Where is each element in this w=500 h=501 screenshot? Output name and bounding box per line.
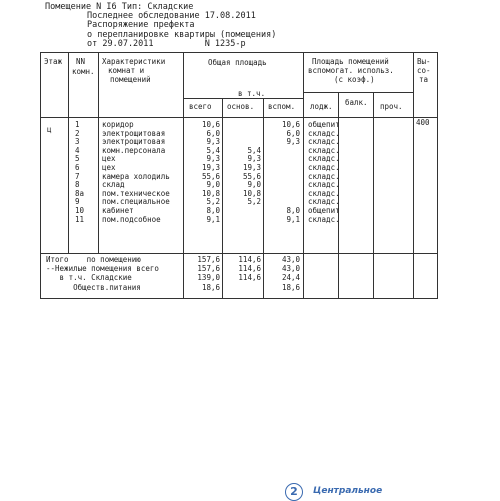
room-area-total: 5,4: [206, 145, 220, 155]
room-area-total: 10,6: [201, 120, 220, 129]
room-number: 8а: [75, 188, 85, 198]
room-area-main: 10,8: [242, 188, 261, 198]
room-description: пом.специальное: [102, 197, 170, 207]
room-number: 6: [75, 163, 80, 172]
col-height-header-1: Вы-: [417, 57, 431, 66]
room-purpose: складс.: [308, 197, 340, 207]
col-aux-header-1: Площадь помещений: [312, 57, 389, 66]
room-purpose: общепит: [308, 206, 340, 215]
room-purpose: складс.: [308, 145, 340, 155]
total-aux: 43,0: [281, 255, 300, 264]
col-aux-header-2: вспомогат. использ.: [308, 66, 394, 75]
room-area-aux: 6,0: [286, 128, 300, 138]
room-description: кабинет: [102, 206, 134, 215]
col-desc-header-2: комнат и: [108, 66, 145, 75]
total-main: 114,6: [238, 264, 261, 274]
room-purpose: складс.: [308, 154, 340, 164]
room-description: цех: [102, 163, 116, 172]
col-nn-header-2: комн.: [72, 67, 95, 76]
col-nn-header: NN: [76, 57, 86, 66]
room-number: 3: [75, 137, 80, 147]
col-aux-header-3: (с коэф.): [334, 75, 375, 84]
room-area-total: 9,1: [206, 214, 220, 224]
room-number: 8: [75, 180, 80, 190]
room-area-aux: 8,0: [286, 206, 300, 215]
col-total-area-header: Общая площадь: [208, 58, 267, 67]
col-vsego-header: всего: [189, 102, 212, 111]
room-area-total: 5,2: [206, 197, 220, 207]
room-purpose: общепит: [308, 120, 340, 129]
room-area-total: 8,0: [206, 206, 220, 215]
room-area-main: 9,3: [247, 154, 261, 164]
room-number: 7: [75, 171, 80, 181]
total-label: Обществ.питания: [46, 282, 141, 292]
room-number: 5: [75, 154, 80, 164]
col-floor-header: Этаж: [44, 57, 63, 66]
room-description: коридор: [102, 120, 134, 129]
total-area: 157,6: [197, 264, 220, 274]
total-area: 157,6: [197, 255, 220, 264]
room-area-total: 55,6: [201, 171, 220, 181]
room-area-aux: 9,1: [286, 214, 300, 224]
room-area-main: 5,4: [247, 145, 261, 155]
room-purpose: складс.: [308, 163, 340, 172]
total-aux: 24,4: [281, 273, 300, 283]
room-purpose: складс.: [308, 171, 340, 181]
header-line-1: Помещение N I6 Тип: Складские: [45, 2, 194, 12]
height-value: 400: [416, 118, 430, 127]
room-description: комн.персонала: [102, 145, 166, 155]
room-number: 4: [75, 145, 80, 155]
col-vspom-header: вспом.: [268, 102, 296, 111]
room-area-main: 5,2: [247, 197, 261, 207]
room-area-total: 10,8: [201, 188, 220, 198]
room-description: электрощитовая: [102, 137, 166, 147]
floor-value: ц: [47, 125, 52, 134]
col-balk-header: балк.: [345, 98, 368, 107]
room-description: склад: [102, 180, 125, 190]
room-purpose: складс.: [308, 214, 340, 224]
room-area-total: 9,3: [206, 154, 220, 164]
total-aux: 43,0: [281, 264, 300, 274]
col-lodzh-header: лодж.: [310, 102, 333, 111]
room-area-aux: 9,3: [286, 137, 300, 147]
total-label: --Нежилые помещения всего: [46, 264, 159, 274]
total-main: 114,6: [238, 255, 261, 264]
total-label: Итого по помещению: [46, 255, 141, 264]
room-description: цех: [102, 154, 116, 164]
room-area-main: 9,0: [247, 180, 261, 190]
room-description: электрощитовая: [102, 128, 166, 138]
room-area-total: 19,3: [201, 163, 220, 172]
room-area-aux: 10,6: [281, 120, 300, 129]
header-line-3: Распоряжение префекта: [87, 20, 195, 30]
room-description: камера холодиль: [102, 171, 170, 181]
room-number: 11: [75, 214, 85, 224]
total-aux: 18,6: [281, 282, 300, 292]
col-osnov-header: основ.: [227, 102, 255, 111]
stamp-logo: [285, 483, 445, 500]
header-line-2: Последнее обследование 17.08.2011: [87, 11, 256, 21]
room-purpose: складс.: [308, 128, 340, 138]
room-description: пом.техническое: [102, 188, 170, 198]
stamp-symbol: 2: [285, 483, 303, 501]
stamp-text: Центральное: [313, 486, 383, 496]
room-purpose: складс.: [308, 188, 340, 198]
col-height-header-2: со-: [417, 66, 431, 75]
room-number: 10: [75, 206, 85, 215]
total-label: в т.ч. Складские: [46, 273, 132, 283]
col-proch-header: проч.: [380, 102, 403, 111]
room-area-main: 19,3: [242, 163, 261, 172]
room-number: 9: [75, 197, 80, 207]
total-area: 18,6: [201, 282, 220, 292]
room-description: пом.подсобное: [102, 214, 161, 224]
header-line-5: от 29.07.2011 N 1235-р: [87, 39, 246, 49]
room-area-total: 9,3: [206, 137, 220, 147]
room-number: 1: [75, 120, 80, 129]
room-area-total: 9,0: [206, 180, 220, 190]
room-purpose: складс.: [308, 137, 340, 147]
col-height-header-3: та: [419, 75, 429, 84]
room-number: 2: [75, 128, 80, 138]
col-desc-header-1: Характеристики: [102, 57, 166, 66]
header-line-4: о перепланировке квартиры (помещения): [87, 30, 277, 40]
room-area-total: 6,0: [206, 128, 220, 138]
col-desc-header-3: помещений: [110, 75, 151, 84]
total-area: 139,0: [197, 273, 220, 283]
room-purpose: складс.: [308, 180, 340, 190]
total-main: 114,6: [238, 273, 261, 283]
room-area-main: 55,6: [242, 171, 261, 181]
col-incl-header: в т.ч.: [238, 89, 266, 98]
